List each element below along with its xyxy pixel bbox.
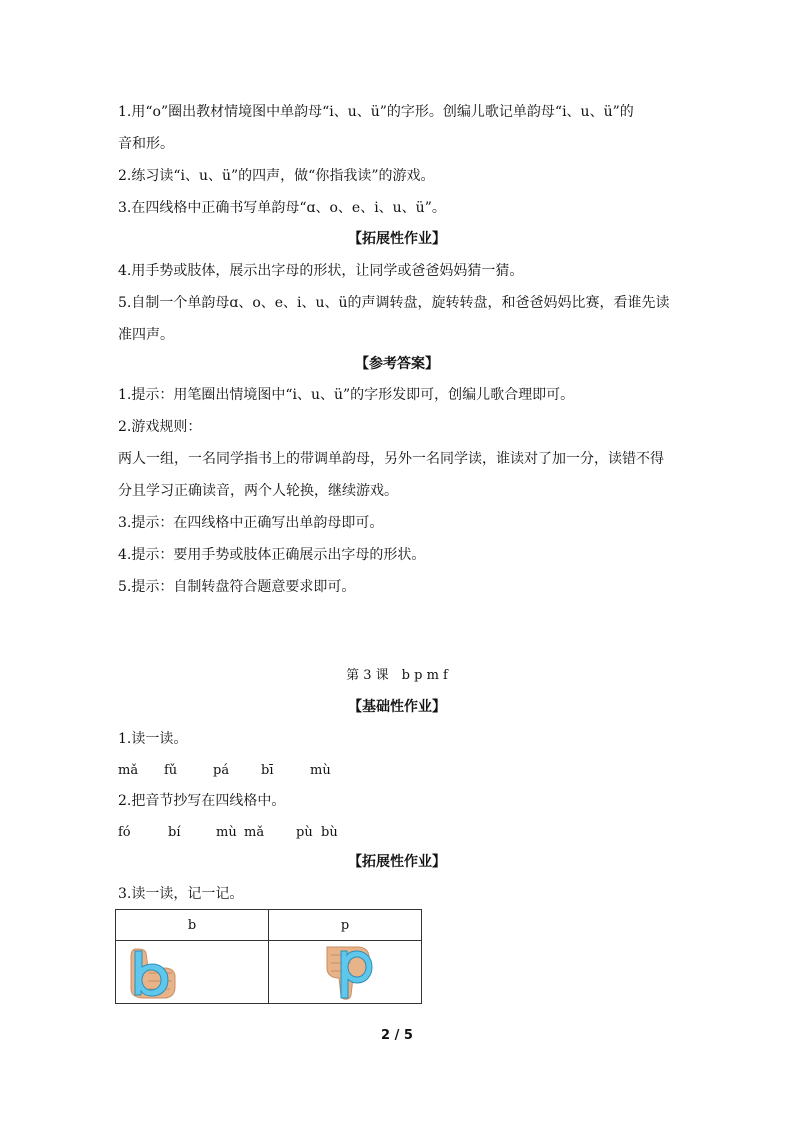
pinyin-syllable: mǎ	[244, 825, 265, 840]
pinyin-syllable: pá	[213, 763, 230, 778]
extended-homework-heading: 【拓展性作业】	[348, 231, 446, 247]
lesson-question-1: 1.读一读。	[118, 731, 188, 747]
table-cell-p	[269, 941, 422, 1004]
lesson-question-3: 3.读一读，记一记。	[118, 886, 244, 902]
pinyin-syllable: pù	[296, 825, 313, 840]
pinyin-syllable: mù	[310, 763, 331, 778]
pinyin-syllable: bí	[168, 825, 181, 840]
table-header-p: p	[269, 910, 422, 941]
basic-homework-heading: 【基础性作业】	[348, 699, 446, 715]
pinyin-syllable: fó	[118, 825, 131, 840]
question-1-line-2: 音和形。	[118, 136, 174, 152]
question-2: 2.练习读“i、u、ü”的四声，做“你指我读”的游戏。	[118, 168, 435, 184]
answers-heading: 【参考答案】	[355, 356, 439, 372]
question-4: 4.用手势或肢体，展示出字母的形状，让同学或爸爸妈妈猜一猜。	[118, 263, 524, 279]
answer-2-line-2: 分且学习正确读音，两个人轮换，继续游戏。	[118, 483, 398, 499]
lesson-title: 第 3 课 b p m f	[346, 668, 448, 683]
table-cell-b	[116, 941, 269, 1004]
pinyin-syllable: mù	[216, 825, 237, 840]
question-3: 3.在四线格中正确书写单韵母“ɑ、o、e、i、u、ü”。	[118, 200, 446, 216]
answer-2-line-1: 两人一组，一名同学指书上的带调单韵母，另外一名同学读，谁读对了加一分，读错不得	[118, 451, 664, 467]
question-1-line-1: 1.用“o”圈出教材情境图中单韵母“i、u、ü”的字形。创编儿歌记单韵母“i、u、ü”的	[118, 104, 634, 120]
question-5-line-1: 5.自制一个单韵母ɑ、o、e、i、u、ü的声调转盘，旋转转盘，和爸爸妈妈比赛，看谁先读	[118, 295, 670, 311]
lesson-question-2: 2.把音节抄写在四线格中。	[118, 793, 286, 809]
hand-b-icon	[122, 943, 178, 1001]
answer-4: 4.提示：要用手势或肢体正确展示出字母的形状。	[118, 547, 426, 563]
answer-2: 2.游戏规则：	[118, 419, 202, 435]
question-5-line-2: 准四声。	[118, 327, 174, 343]
pinyin-syllable: bī	[261, 763, 274, 778]
pinyin-syllable: fǔ	[164, 763, 178, 778]
answer-1: 1.提示：用笔圈出情境图中“i、u、ü”的字形发即可，创编儿歌合理即可。	[118, 387, 575, 403]
answer-5: 5.提示：自制转盘符合题意要求即可。	[118, 579, 356, 595]
table-header-b: b	[116, 910, 269, 941]
hand-p-icon	[321, 943, 377, 1003]
page-number: 2 / 5	[381, 1028, 413, 1043]
pinyin-syllable: mǎ	[118, 763, 139, 778]
letter-gesture-table	[115, 909, 422, 1004]
answer-3: 3.提示：在四线格中正确写出单韵母即可。	[118, 515, 384, 531]
pinyin-syllable: bù	[321, 825, 338, 840]
lesson-extended-heading: 【拓展性作业】	[348, 854, 446, 870]
